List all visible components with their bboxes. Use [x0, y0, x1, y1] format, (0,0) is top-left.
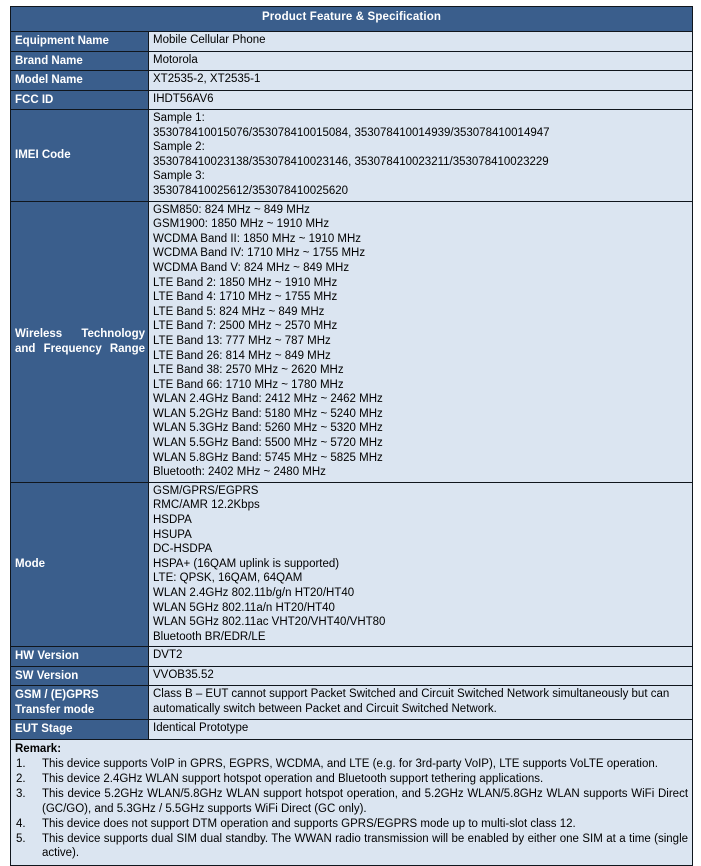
value-line: VVOB35.52	[153, 668, 214, 681]
value-line: WLAN 5GHz 802.11ac VHT20/VHT40/VHT80	[153, 616, 386, 629]
row-label-mode: Mode	[11, 482, 149, 647]
table-row	[11, 686, 693, 720]
row-label-wireless-technology-and-frequency-range	[11, 201, 149, 482]
remark-text: This device supports dual SIM dual standby. The WWAN radio transmission will be enabled by either one SIM at a time (single active).	[42, 832, 689, 860]
value-line: HSPA+ (16QAM uplink is supported)	[153, 557, 340, 570]
remark-number: 2.	[16, 772, 26, 785]
value-line: GSM1900: 1850 MHz ~ 1910 MHz	[153, 218, 330, 231]
value-line: XT2535-2, XT2535-1	[153, 73, 261, 85]
table-row	[11, 51, 693, 71]
value-line: LTE Band 7: 2500 MHz ~ 2570 MHz	[153, 320, 338, 333]
value-line: WLAN 2.4GHz Band: 2412 MHz ~ 2462 MHz	[153, 393, 383, 406]
table-row	[11, 720, 693, 740]
value-line: Bluetooth BR/EDR/LE	[153, 630, 266, 643]
value-line: WLAN 5.5GHz Band: 5500 MHz ~ 5720 MHz	[153, 437, 383, 450]
product-specification-table	[10, 6, 693, 866]
row-label-fcc-id: FCC ID	[11, 90, 149, 110]
value-line: WCDMA Band II: 1850 MHz ~ 1910 MHz	[153, 232, 362, 245]
row-value-equipment-name	[149, 32, 693, 52]
value-line: GSM/GPRS/EGPRS	[153, 484, 259, 497]
value-line: LTE Band 2: 1850 MHz ~ 1910 MHz	[153, 276, 338, 289]
value-line: LTE Band 38: 2570 MHz ~ 2620 MHz	[153, 364, 344, 377]
value-line: GSM850: 824 MHz ~ 849 MHz	[153, 203, 310, 216]
value-line: HSUPA	[153, 528, 192, 541]
value-line: Sample 1:	[153, 112, 205, 124]
remark-list	[15, 757, 688, 861]
row-value-hw-version	[149, 647, 693, 667]
value-line: WLAN 5.3GHz Band: 5260 MHz ~ 5320 MHz	[153, 422, 383, 435]
remark-text: This device 5.2GHz WLAN/5.8GHz WLAN support hotspot operation, and 5.2GHz WLAN/5.8GHz WLAN supports WiFi Direct (GC/GO), and 5.3GHz / 5.5GHz supports WiFi Direct (GC only).	[42, 788, 689, 815]
remark-number: 1.	[16, 757, 26, 770]
value-line: WLAN 5.8GHz Band: 5745 MHz ~ 5825 MHz	[153, 451, 383, 464]
value-line: Bluetooth: 2402 MHz ~ 2480 MHz	[153, 466, 326, 479]
table-row	[11, 482, 693, 647]
row-value-brand-name	[149, 51, 693, 71]
value-line: RMC/AMR 12.2Kbps	[153, 499, 260, 512]
value-line: LTE Band 66: 1710 MHz ~ 1780 MHz	[153, 378, 344, 391]
table-title: Product Feature & Specification	[11, 7, 693, 32]
table-row	[11, 32, 693, 52]
row-label-imei-code: IMEI Code	[11, 110, 149, 202]
remark-number: 5.	[16, 832, 26, 845]
value-line: LTE Band 26: 814 MHz ~ 849 MHz	[153, 349, 331, 362]
row-label-gsm-egprs-transfer-mode: GSM / (E)GPRS Transfer mode	[11, 686, 149, 720]
table-row	[11, 71, 693, 91]
row-value-gsm-egprs-transfer-mode	[149, 686, 693, 720]
value-line: Sample 2:	[153, 141, 205, 154]
table-row	[11, 90, 693, 110]
table-body	[11, 7, 693, 866]
value-line: HSDPA	[153, 514, 192, 527]
row-value-imei-code	[149, 110, 693, 202]
value-line: DVT2	[153, 649, 183, 662]
value-line: Motorola	[153, 53, 198, 66]
value-line: 353078410023138/353078410023146, 353078410023211/353078410023229	[153, 155, 549, 168]
remark-number: 4.	[16, 817, 26, 830]
row-value-model-name	[149, 71, 693, 91]
row-value-sw-version	[149, 666, 693, 686]
row-value-mode	[149, 482, 693, 647]
value-line: WCDMA Band IV: 1710 MHz ~ 1755 MHz	[153, 247, 366, 260]
value-line: IHDT56AV6	[153, 92, 214, 105]
value-line: WLAN 2.4GHz 802.11b/g/n HT20/HT40	[153, 587, 355, 599]
row-label-model-name: Model Name	[11, 71, 149, 91]
remark-text: This device does not support DTM operation and supports GPRS/EGPRS mode up to multi-slot class 12.	[42, 817, 576, 830]
table-row	[11, 201, 693, 482]
list-item	[15, 817, 688, 832]
value-line: Mobile Cellular Phone	[153, 34, 266, 46]
list-item	[15, 832, 688, 861]
remark-section	[11, 739, 693, 865]
table-title-row	[11, 7, 693, 32]
value-line: LTE: QPSK, 16QAM, 64QAM	[153, 572, 303, 585]
value-line: Sample 3:	[153, 170, 205, 183]
value-line: LTE Band 5: 824 MHz ~ 849 MHz	[153, 305, 325, 318]
row-value-fcc-id	[149, 90, 693, 110]
remark-text: This device supports VoIP in GPRS, EGPRS, WCDMA, and LTE (e.g. for 3rd-party VoIP), LTE supports VoLTE operation.	[42, 757, 658, 770]
value-line: LTE Band 13: 777 MHz ~ 787 MHz	[153, 334, 331, 347]
table-row	[11, 110, 693, 202]
table-row	[11, 666, 693, 686]
remark-row	[11, 739, 693, 865]
value-line: Class B – EUT cannot support Packet Switched and Circuit Switched Network simultaneously but can automatically switch between Packet and Circuit Switched Network.	[153, 688, 670, 715]
value-line: 353078410025612/353078410025620	[153, 184, 349, 197]
list-item	[15, 757, 688, 772]
row-label-brand-name: Brand Name	[11, 51, 149, 71]
value-line: WCDMA Band V: 824 MHz ~ 849 MHz	[153, 261, 350, 274]
list-item	[15, 787, 688, 816]
remark-title: Remark:	[15, 742, 62, 755]
row-label-text: Wireless Technology and Frequency Range	[15, 328, 145, 355]
remark-text: This device 2.4GHz WLAN support hotspot operation and Bluetooth support tethering applications.	[42, 772, 544, 785]
table-row	[11, 647, 693, 667]
row-label-sw-version: SW Version	[11, 666, 149, 686]
value-line: Identical Prototype	[153, 722, 249, 735]
row-label-equipment-name: Equipment Name	[11, 32, 149, 52]
row-value-eut-stage	[149, 720, 693, 740]
value-line: LTE Band 4: 1710 MHz ~ 1755 MHz	[153, 291, 338, 304]
value-line: DC-HSDPA	[153, 543, 213, 556]
value-line: WLAN 5GHz 802.11a/n HT20/HT40	[153, 601, 335, 614]
value-line: 353078410015076/353078410015084, 353078410014939/353078410014947	[153, 126, 550, 139]
list-item	[15, 772, 688, 787]
row-label-hw-version: HW Version	[11, 647, 149, 667]
remark-number: 3.	[16, 788, 26, 801]
row-label-eut-stage: EUT Stage	[11, 720, 149, 740]
row-value-wireless-technology-and-frequency-range	[149, 201, 693, 482]
value-line: WLAN 5.2GHz Band: 5180 MHz ~ 5240 MHz	[153, 407, 383, 420]
